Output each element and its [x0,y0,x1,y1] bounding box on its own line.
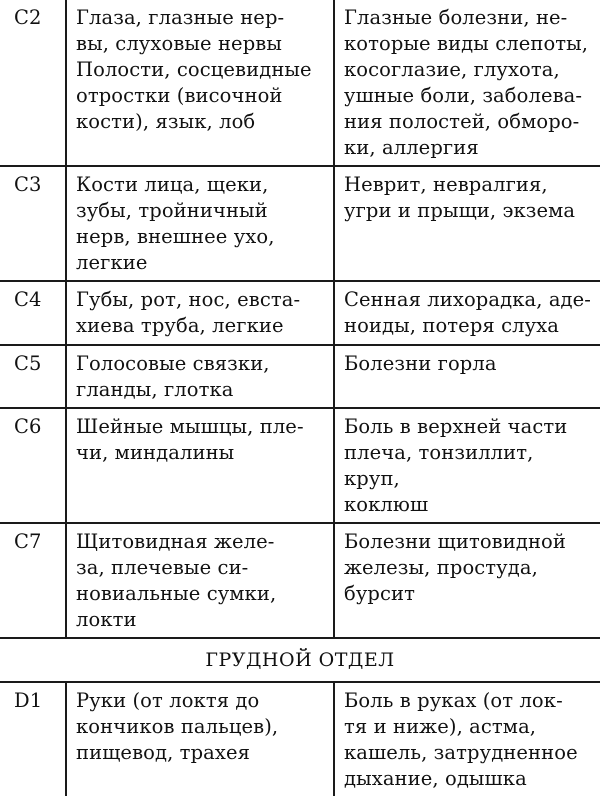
symptoms-cell: Боль в руках (от лок- тя и ниже), астма, кашель, затрудненное дыхание, одышка [334,682,600,796]
section-header-row [0,638,600,682]
organs-cell: Глаза, глазные нер- вы, слуховые нервы Полости, сосцевидные отростки (височной кости), язык, лоб [66,0,334,166]
table-row [0,408,600,523]
vertebra-code: C5 [0,345,66,408]
vertebra-code: D1 [0,682,66,796]
vertebra-code: C7 [0,523,66,638]
organs-cell: Голосовые связки, гланды, глотка [66,345,334,408]
vertebra-code: C4 [0,281,66,345]
symptoms-cell: Болезни горла [334,345,600,408]
organs-cell: Кости лица, щеки, зубы, тройничный нерв, внешнее ухо, легкие [66,166,334,281]
table-row [0,166,600,281]
organs-cell: Щитовидная желе- за, плечевые си- новиальные сумки, локти [66,523,334,638]
organs-cell: Руки (от локтя до кончиков пальцев), пищевод, трахея [66,682,334,796]
symptoms-cell: Неврит, невралгия, угри и прыщи, экзема [334,166,600,281]
table-row [0,345,600,408]
section-title: ГРУДНОЙ ОТДЕЛ [0,638,600,682]
organs-cell: Шейные мышцы, пле- чи, миндалины [66,408,334,523]
symptoms-cell: Сенная лихорадка, аде- ноиды, потеря слуха [334,281,600,345]
symptoms-cell: Глазные болезни, не- которые виды слепоты, косоглазие, глухота, ушные боли, заболева- ния полостей, обморо- ки, аллергия [334,0,600,166]
table-row [0,523,600,638]
symptoms-cell: Боль в верхней части плеча, тонзиллит, круп, коклюш [334,408,600,523]
table-row [0,0,600,166]
vertebra-code: C3 [0,166,66,281]
vertebra-code: C6 [0,408,66,523]
table-row [0,682,600,796]
vertebra-code: C2 [0,0,66,166]
organs-cell: Губы, рот, нос, евста- хиева труба, легкие [66,281,334,345]
symptoms-cell: Болезни щитовидной железы, простуда, бурсит [334,523,600,638]
table-row [0,281,600,345]
